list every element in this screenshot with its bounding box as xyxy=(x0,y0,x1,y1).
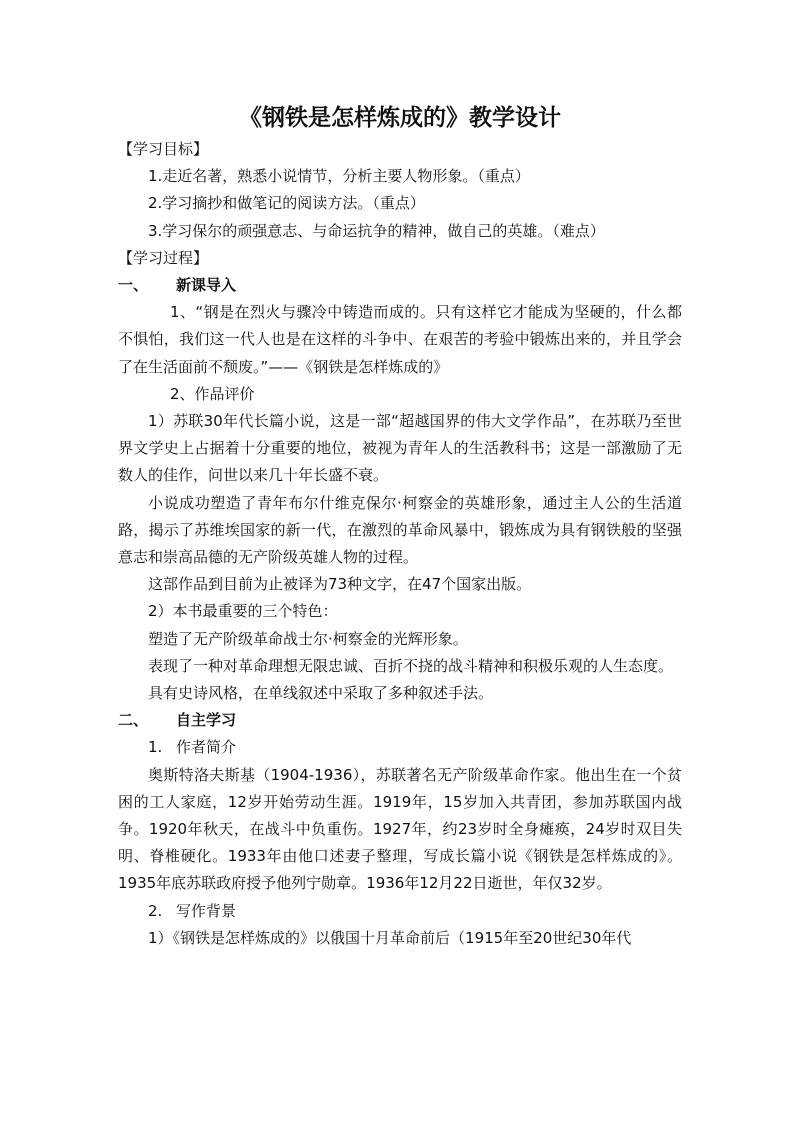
goals-heading: 【学习目标】 xyxy=(118,140,209,158)
feature-3: 具有史诗风格，在单线叙述中采取了多种叙述手法。 xyxy=(148,684,494,703)
intro-quote: 1、“钢是在烈火与骤冷中铸造而成的。只有这样它才能成为坚硬的，什么都不惧怕，我们这一代人也是在这样的斗争中、在艰苦的考验中锻炼出来的，并且学会了在生活面前不颓废。”——《钢铁是怎样炼成的》 xyxy=(118,303,682,376)
subsection-1-title: 作者简介 xyxy=(176,738,237,757)
subsection-1-number: 1. xyxy=(148,738,163,757)
author-intro-heading xyxy=(118,734,682,761)
features-heading: 2）本书最重要的三个特色： xyxy=(148,602,338,621)
evaluation-paragraph-2: 小说成功塑造了青年布尔什维克保尔·柯察金的英雄形象，通过主人公的生活道路，揭示了苏维埃国家的新一代，在激烈的革命风暴中，锻炼成为具有钢铁般的坚强意志和崇高品德的无产阶级英雄人物的过程。 xyxy=(118,493,682,567)
evaluation-heading: 2、作品评价 xyxy=(170,384,255,403)
evaluation-paragraph-3: 这部作品到目前为止被译为73种文字，在47个国家出版。 xyxy=(148,575,532,594)
evaluation-paragraph-1: 1）苏联30年代长篇小说，这是一部“超越国界的伟大文学作品”，在苏联乃至世界文学史上占据着十分重要的地位，被视为青年人的生活教科书；这是一部激励了无数人的佳作，问世以来几十年长盛不衰。 xyxy=(118,412,682,485)
subsection-2-title: 写作背景 xyxy=(176,901,237,920)
document-page xyxy=(118,100,682,952)
section-2-heading xyxy=(118,707,682,734)
section-1-heading xyxy=(118,272,682,299)
goal-item-3: 3.学习保尔的顽强意志、与命运抗争的精神，做自己的英雄。（难点） xyxy=(148,221,605,240)
section-2-number: 二、 xyxy=(118,711,149,730)
process-heading: 【学习过程】 xyxy=(118,248,209,267)
goal-item-1: 1.走近名著，熟悉小说情节，分析主要人物形象。（重点） xyxy=(148,167,530,186)
background-paragraph: 1）《钢铁是怎样炼成的》以俄国十月革命前后（1915年至20世纪30年代 xyxy=(148,928,632,947)
section-1-number: 一、 xyxy=(118,276,149,295)
section-2-title: 自主学习 xyxy=(176,711,237,730)
feature-1: 塑造了无产阶级革命战士尔·柯察金的光辉形象。 xyxy=(148,629,468,648)
author-paragraph: 奥斯特洛夫斯基（1904-1936），苏联著名无产阶级革命作家。他出生在一个贫困的工人家庭，12岁开始劳动生涯。1919年，15岁加入共青团，参加苏联国内战争。1920年秋天，在战斗中负重伤。1927年，约23岁时全身瘫痪，24岁时双目失明、脊椎硬化。1933年由他口述妻子整理，写成长篇小说《钢铁是怎样炼成的》。1935年底苏联政府授予他列宁勋章。1936年12月22日逝世，年仅32岁。 xyxy=(118,765,682,893)
background-heading xyxy=(118,898,682,925)
document-title: 《钢铁是怎样炼成的》教学设计 xyxy=(239,104,561,131)
subsection-2-number: 2. xyxy=(148,901,163,920)
feature-2: 表现了一种对革命理想无限忠诚、百折不挠的战斗精神和积极乐观的人生态度。 xyxy=(148,656,674,675)
goal-item-2: 2.学习摘抄和做笔记的阅读方法。（重点） xyxy=(148,194,425,213)
section-1-title: 新课导入 xyxy=(176,276,237,295)
